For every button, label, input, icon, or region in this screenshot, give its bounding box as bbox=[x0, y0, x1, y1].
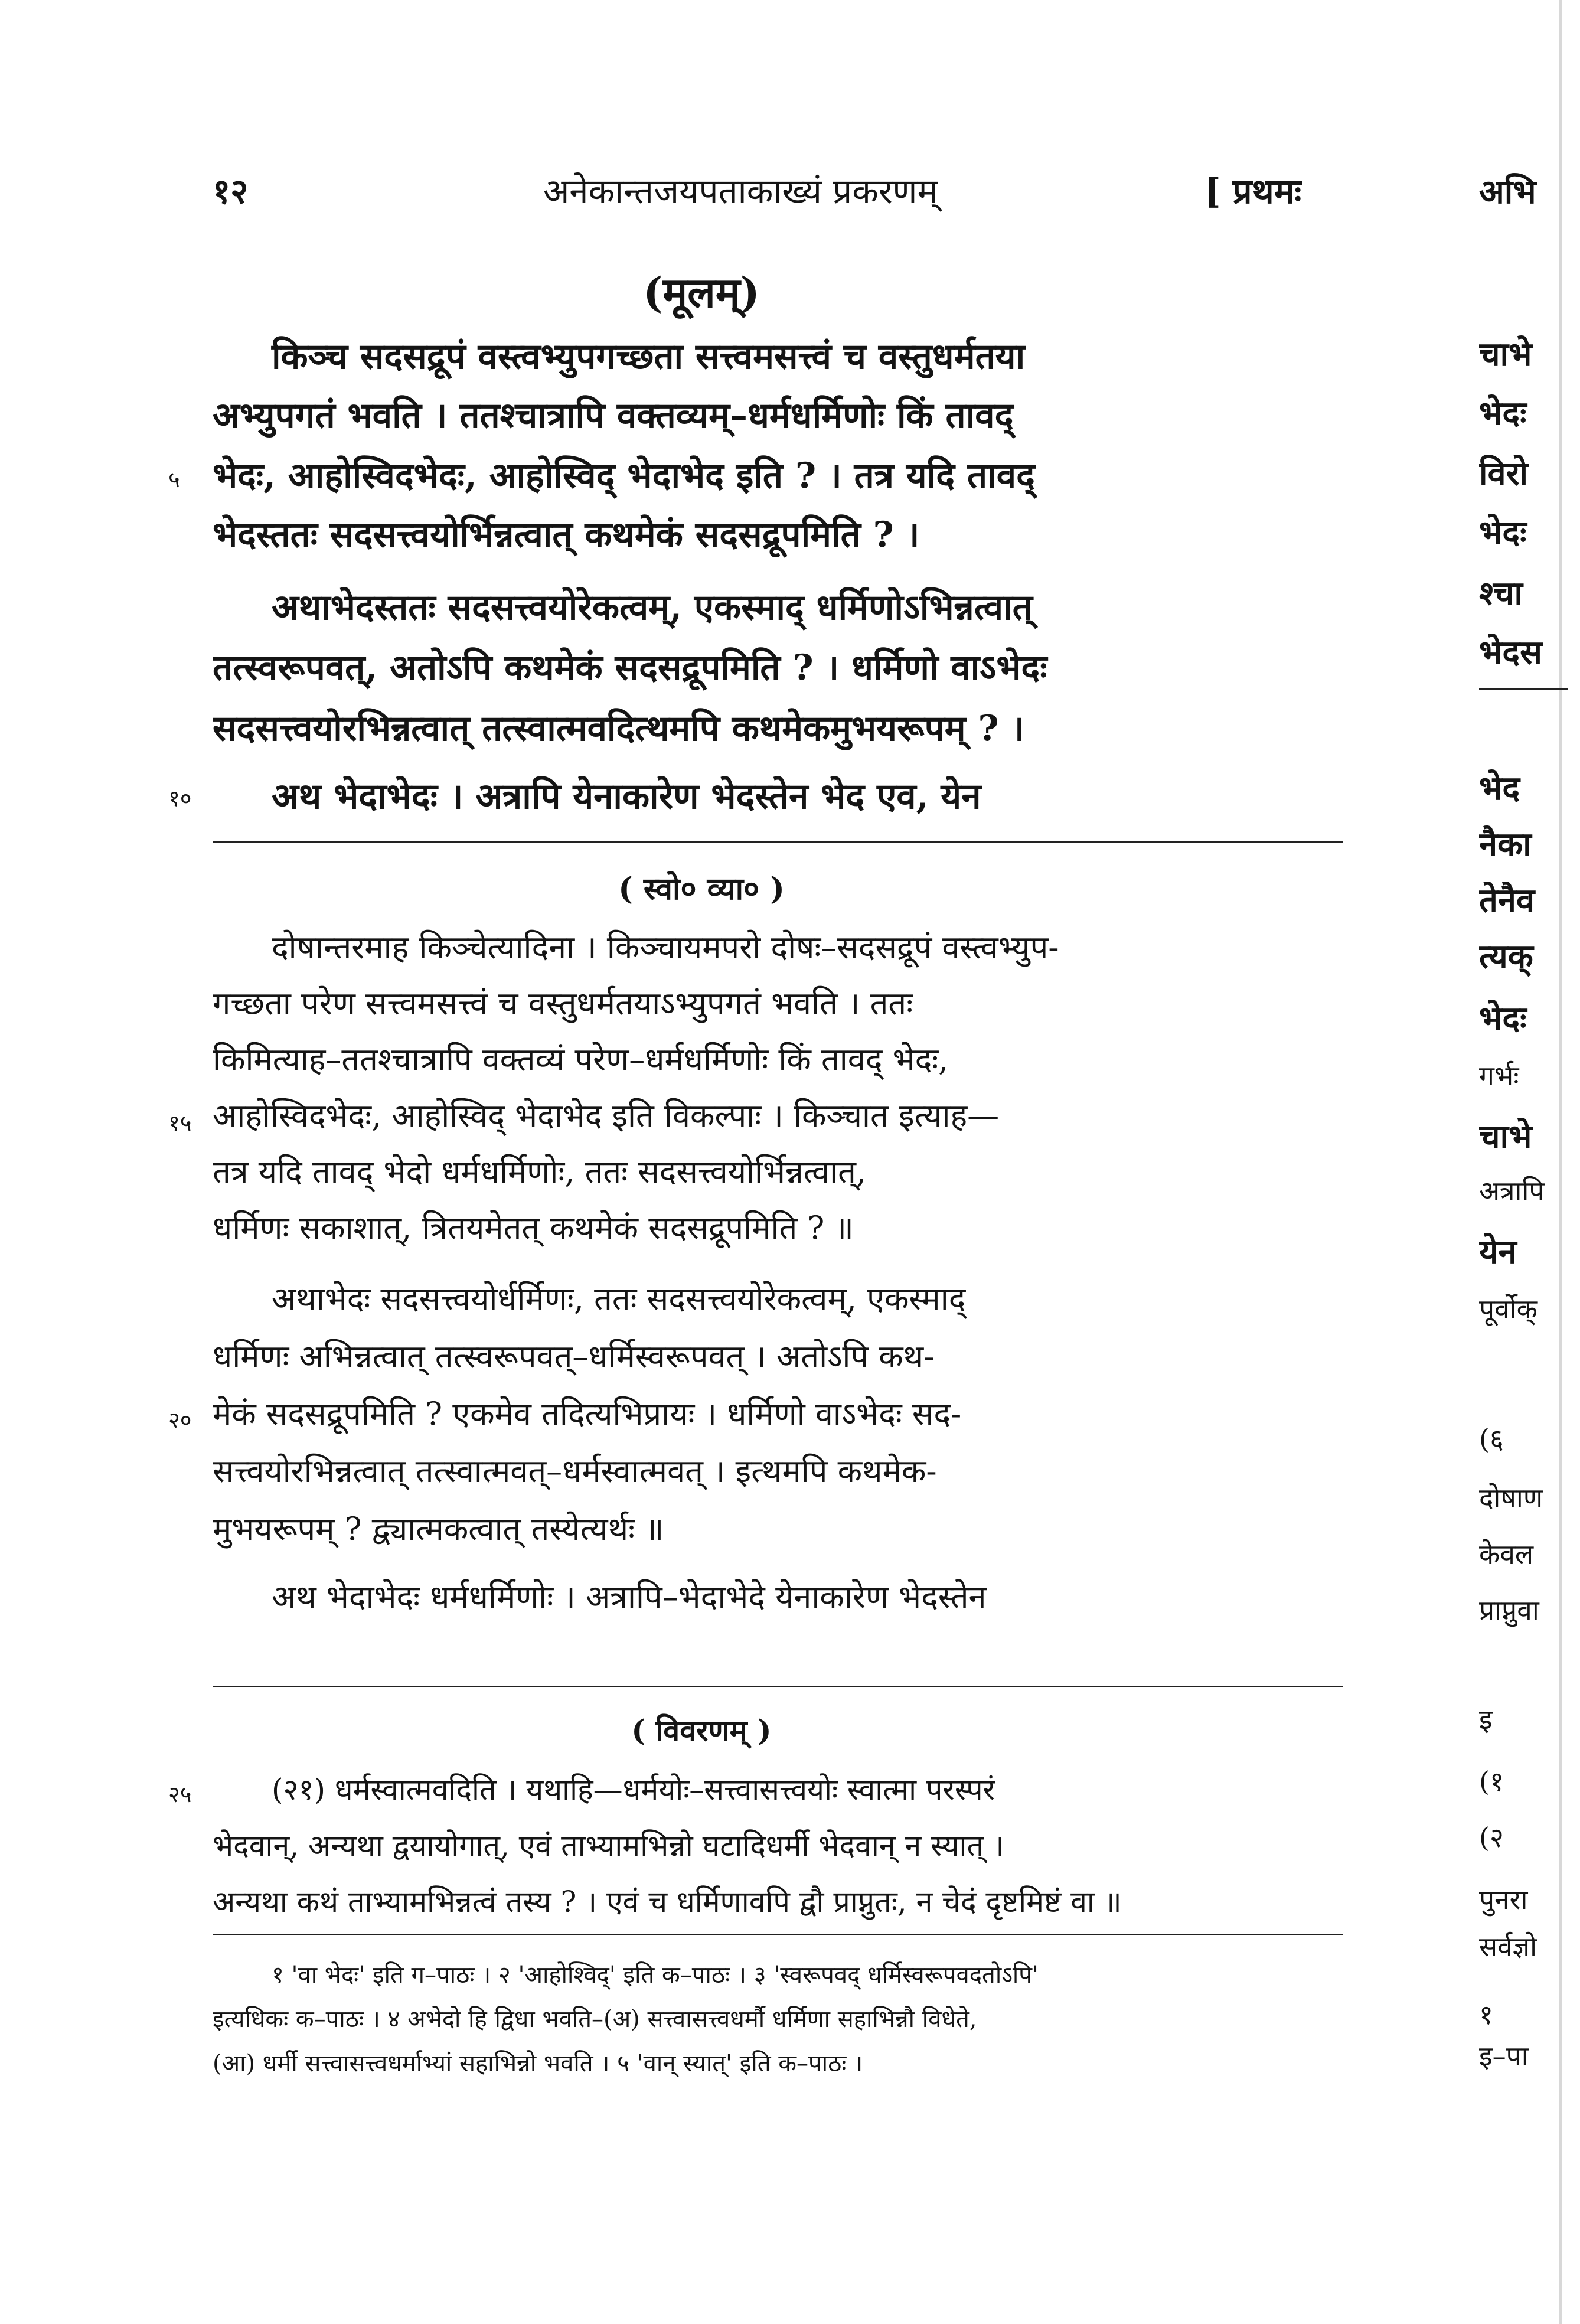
line-number: १० bbox=[168, 785, 192, 811]
margin-divider bbox=[1479, 688, 1568, 690]
text-line: धर्मिणः अभिन्नत्वात् तत्स्वरूपवत्–धर्मिस्वरूपवत् । अतोऽपि कथ- bbox=[213, 1338, 935, 1375]
text-line: धर्मिणः सकाशात्, त्रितयमेतत् कथमेकं सदसद्रूपमिति ? ॥ bbox=[213, 1209, 854, 1246]
margin-fragment: पुनरा bbox=[1479, 1884, 1528, 1915]
margin-fragment: पूर्वोक् bbox=[1479, 1293, 1537, 1325]
margin-fragment: तेनैव bbox=[1479, 881, 1535, 920]
margin-fragment: (१ bbox=[1479, 1765, 1504, 1797]
running-title: अनेकान्तजयपताकाख्यं प्रकरणम् bbox=[543, 171, 938, 211]
text-line: आहोस्विदभेदः, आहोस्विद् भेदाभेद इति विकल्पाः । किञ्चात इत्याह— bbox=[213, 1097, 1000, 1134]
section-divider bbox=[213, 1686, 1343, 1687]
text-line: दोषान्तरमाह किञ्चेत्यादिना । किञ्चायमपरो दोषः–सदसद्रूपं वस्त्वभ्युप- bbox=[272, 929, 1059, 966]
line-number: २५ bbox=[168, 1781, 192, 1807]
section-label: [ प्रथमः bbox=[1204, 171, 1302, 211]
mula-heading: (मूलम्) bbox=[643, 268, 760, 317]
text-line: अन्यथा कथं ताभ्यामभिन्नत्वं तस्य ? । एवं च धर्मिणावपि द्वौ प्राप्नुतः, न चेदं दृष्टमिष्टं वा ॥ bbox=[213, 1885, 1122, 1919]
margin-fragment: गर्भः bbox=[1479, 1060, 1519, 1092]
text-line: मुभयरूपम् ? द्व्यात्मकत्वात् तस्येत्यर्थः ॥ bbox=[213, 1510, 664, 1548]
line-number: ५ bbox=[168, 466, 180, 492]
text-line: भेदस्ततः सदसत्त्वयोर्भिन्नत्वात् कथमेकं सदसद्रूपमिति ? । bbox=[213, 514, 920, 556]
footnote-line: १ 'वा भेदः' इति ग–पाठः । २ 'आहोश्विद्' इति क–पाठः । ३ 'स्वरूपवद् धर्मिस्वरूपवदतोऽपि' bbox=[272, 1961, 1039, 1989]
margin-fragment: भेदः bbox=[1479, 999, 1527, 1038]
text-line: तत्र यदि तावद् भेदो धर्मधर्मिणोः, ततः सदसत्त्वयोर्भिन्नत्वात्, bbox=[213, 1153, 867, 1190]
margin-fragment: नैका bbox=[1479, 825, 1532, 864]
text-line: मेकं सदसद्रूपमिति ? एकमेव तदित्यभिप्रायः । धर्मिणो वाऽभेदः सद- bbox=[213, 1395, 962, 1432]
text-line: अथ भेदाभेदः । अत्रापि येनाकारेण भेदस्तेन भेद एव, येन bbox=[272, 776, 981, 817]
page-number: १२ bbox=[213, 171, 249, 211]
text-line: भेदः, आहोस्विदभेदः, आहोस्विद् भेदाभेद इति ? । तत्र यदि तावद् bbox=[213, 455, 1035, 497]
text-line: सदसत्त्वयोरभिन्नत्वात् तत्स्वात्मवदित्थमपि कथमेकमुभयरूपम् ? । bbox=[213, 708, 1025, 749]
section-divider bbox=[213, 841, 1343, 843]
footnote-line: इत्यधिकः क–पाठः । ४ अभेदो हि द्विधा भवति–(अ) सत्त्वासत्त्वधर्मौ धर्मिणा सहाभिन्नौ विधेते, bbox=[213, 2006, 977, 2033]
margin-fragment: सर्वज्ञो bbox=[1479, 1931, 1537, 1963]
margin-fragment: येन bbox=[1479, 1232, 1517, 1271]
text-line: तत्स्वरूपवत्, अतोऽपि कथमेकं सदसद्रूपमिति ? । धर्मिणो वाऽभेदः bbox=[213, 647, 1047, 688]
vivarana-heading: ( विवरणम् ) bbox=[631, 1713, 772, 1748]
text-line: गच्छता परेण सत्त्वमसत्त्वं च वस्तुधर्मतयाऽभ्युपगतं भवति । ततः bbox=[213, 985, 913, 1022]
margin-fragment: भेद bbox=[1479, 769, 1520, 808]
margin-fragment: इ–पा bbox=[1479, 2040, 1529, 2072]
margin-fragment: इ bbox=[1479, 1703, 1493, 1735]
text-line: सत्त्वयोरभिन्नत्वात् तत्स्वात्मवत्–धर्मस्वात्मवत् । इत्थमपि कथमेक- bbox=[213, 1452, 937, 1490]
footnote-line: (आ) धर्मी सत्त्वासत्त्वधर्माभ्यां सहाभिन्नो भवति । ५ 'वान् स्यात्' इति क–पाठः । bbox=[213, 2050, 863, 2077]
margin-fragment: प्राप्नुवा bbox=[1479, 1594, 1539, 1626]
footnote-divider bbox=[213, 1934, 1343, 1935]
margin-fragment: १ bbox=[1479, 1999, 1493, 2031]
line-number: १५ bbox=[168, 1110, 192, 1136]
margin-fragment: अत्रापि bbox=[1479, 1175, 1545, 1207]
text-line: अथाभेदः सदसत्त्वयोर्धर्मिणः, ततः सदसत्त्वयोरेकत्वम्, एकस्माद् bbox=[272, 1280, 966, 1317]
line-number: २० bbox=[168, 1407, 192, 1433]
text-line: अथ भेदाभेदः धर्मधर्मिणोः । अत्रापि–भेदाभेदे येनाकारेण भेदस्तेन bbox=[272, 1578, 987, 1615]
margin-fragment: केवल bbox=[1479, 1538, 1534, 1570]
text-line: भेदवान्, अन्यथा द्वयायोगात्, एवं ताभ्यामभिन्नो घटादिधर्मी भेदवान् न स्यात् । bbox=[213, 1829, 1004, 1863]
text-line: (२१) धर्मस्वात्मवदिति । यथाहि—धर्मयोः–सत्त्वासत्त्वयोः स्वात्मा परस्परं bbox=[272, 1773, 995, 1807]
margin-fragment: चाभे bbox=[1479, 1117, 1532, 1156]
margin-fragment: दोषाण bbox=[1479, 1482, 1543, 1514]
margin-fragment: भेदस bbox=[1479, 633, 1542, 672]
text-line: अभ्युपगतं भवति । ततश्चात्रापि वक्तव्यम्–धर्मधर्मिणोः किं तावद् bbox=[213, 395, 1014, 436]
text-line: किञ्च सदसद्रूपं वस्त्वभ्युपगच्छता सत्त्वमसत्त्वं च वस्तुधर्मतया bbox=[272, 336, 1026, 377]
margin-fragment: भेदः bbox=[1479, 394, 1527, 433]
margin-fragment: त्यक् bbox=[1479, 937, 1533, 976]
margin-fragment: चाभे bbox=[1479, 335, 1532, 374]
margin-fragment: श्चा bbox=[1479, 574, 1523, 613]
text-line: अथाभेदस्ततः सदसत्त्वयोरेकत्वम्, एकस्माद् धर्मिणोऽभिन्नत्वात् bbox=[272, 587, 1033, 628]
margin-fragment: विरो bbox=[1479, 454, 1529, 493]
margin-fragment: अभि bbox=[1479, 172, 1536, 211]
text-line: किमित्याह–ततश्चात्रापि वक्तव्यं परेण–धर्मधर्मिणोः किं तावद् भेदः, bbox=[213, 1041, 949, 1078]
margin-fragment: भेदः bbox=[1479, 513, 1527, 552]
margin-fragment: (६ bbox=[1479, 1423, 1504, 1455]
commentary-heading: ( स्वो० व्या० ) bbox=[618, 871, 785, 907]
margin-fragment: (२ bbox=[1479, 1822, 1504, 1853]
